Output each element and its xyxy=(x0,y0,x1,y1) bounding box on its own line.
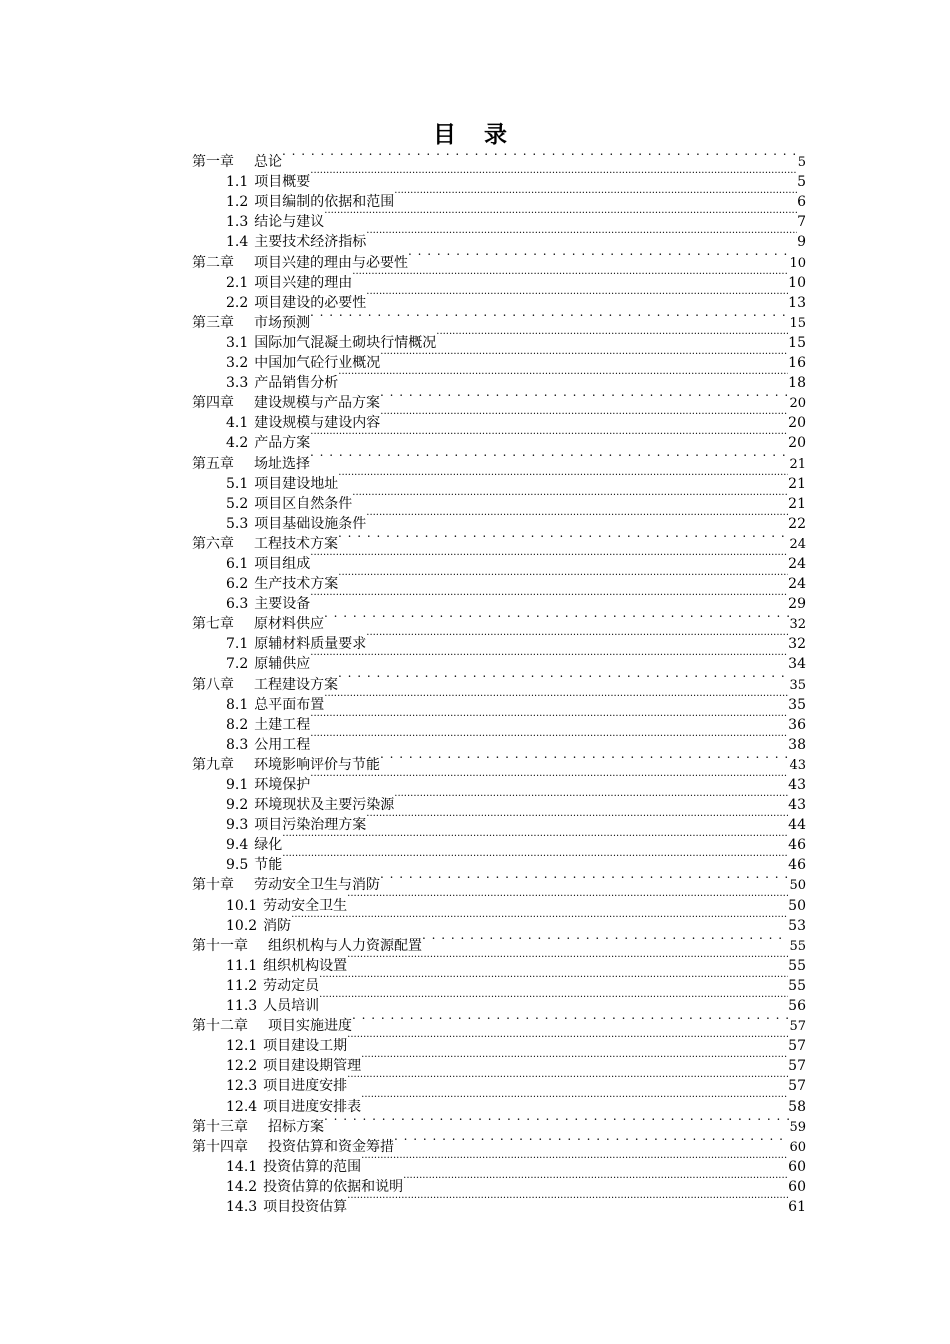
toc-dot-leader xyxy=(347,1191,788,1211)
toc-entry-number: 9.2 xyxy=(226,797,249,814)
toc-entry-title: 项目兴建的理由 xyxy=(254,274,353,291)
toc-page-number: 22 xyxy=(788,515,806,532)
toc-page-number: 50 xyxy=(789,878,806,894)
toc-entry-number: 14.1 xyxy=(226,1158,258,1175)
toc-entry-title: 中国加气砼行业概况 xyxy=(254,355,381,372)
toc-dot-leader xyxy=(282,829,788,849)
toc-entry-number: 第十章 xyxy=(192,877,234,894)
toc-entry-title: 项目进度安排表 xyxy=(263,1098,362,1115)
toc-page-number: 35 xyxy=(789,677,806,693)
toc-entry-number: 3.3 xyxy=(226,375,249,392)
toc-page-number: 16 xyxy=(788,355,806,372)
toc-entry-title: 绿化 xyxy=(254,837,283,854)
toc-entry-title: 产品销售分析 xyxy=(254,375,339,392)
toc-entry-title: 公用工程 xyxy=(254,736,311,753)
toc-entry-number: 2.1 xyxy=(226,274,249,291)
toc-page-number: 5 xyxy=(797,155,806,171)
toc-dot-leader xyxy=(338,528,789,548)
toc-entry-title: 项目实施进度 xyxy=(268,1018,352,1035)
toc-page-number: 10 xyxy=(789,255,806,271)
toc-page-number: 32 xyxy=(788,636,806,653)
toc-entry-number: 12.3 xyxy=(226,1078,258,1095)
toc-page-number: 59 xyxy=(789,1119,806,1135)
toc-entry-number: 5.2 xyxy=(226,495,249,512)
toc-entry-title: 建设规模与产品方案 xyxy=(254,395,380,412)
toc-dot-leader xyxy=(352,488,788,508)
toc-entry-title: 结论与建议 xyxy=(254,214,325,231)
toc-entry-number: 7.2 xyxy=(226,656,249,673)
toc-entry-title: 劳动定员 xyxy=(263,977,320,994)
toc-entry-number: 12.4 xyxy=(226,1098,258,1115)
toc-page-number: 13 xyxy=(788,294,806,311)
toc-entry-title: 项目组成 xyxy=(254,555,311,572)
toc-entry-number: 9.1 xyxy=(226,777,249,793)
toc-dot-leader xyxy=(366,287,788,307)
toc-entry-title: 原辅材料质量要求 xyxy=(254,636,367,653)
toc-entry-number: 第九章 xyxy=(192,756,234,773)
toc-page-number: 36 xyxy=(788,716,806,733)
toc-dot-leader xyxy=(282,849,788,869)
toc-entry-number: 12.2 xyxy=(226,1058,258,1075)
toc-entry-number: 10.1 xyxy=(226,897,258,914)
toc-entry-number: 第十四章 xyxy=(192,1138,248,1155)
toc-entry-number: 6.2 xyxy=(226,576,249,593)
toc-page-number: 57 xyxy=(788,1078,806,1095)
toc-entry-title: 项目建设工期 xyxy=(263,1038,348,1055)
toc-page-number: 57 xyxy=(788,1058,806,1075)
toc-entry-title: 国际加气混凝土砌块行情概况 xyxy=(254,334,437,351)
toc-entry-title: 项目编制的依据和范围 xyxy=(254,194,395,211)
toc-entry-number: 2.2 xyxy=(226,294,249,311)
toc-chapter-entry[interactable] xyxy=(192,869,806,894)
toc-page-number: 6 xyxy=(797,194,806,211)
toc-page-number: 44 xyxy=(788,817,806,834)
toc-dot-leader xyxy=(310,588,788,608)
toc-page-number: 55 xyxy=(789,938,806,954)
toc-entry-number: 第七章 xyxy=(192,616,234,633)
toc-page-number: 56 xyxy=(788,998,806,1015)
toc-dot-leader xyxy=(310,548,788,568)
toc-entry-title: 消防 xyxy=(263,917,292,934)
toc-page-number: 53 xyxy=(788,917,806,934)
toc-dot-leader xyxy=(347,1030,788,1050)
toc-page-number: 46 xyxy=(788,837,806,854)
toc-page-number: 60 xyxy=(789,1139,806,1155)
toc-entry-title: 投资估算和资金筹措 xyxy=(268,1138,394,1155)
toc-page-number: 58 xyxy=(788,1098,806,1115)
toc-dot-leader xyxy=(324,689,788,709)
toc-dot-leader xyxy=(310,427,788,447)
toc-dot-leader xyxy=(310,769,788,789)
toc-entry-number: 第一章 xyxy=(192,154,234,171)
toc-dot-leader xyxy=(366,226,797,246)
toc-dot-leader xyxy=(324,608,789,628)
toc-dot-leader xyxy=(338,468,788,488)
toc-page-number: 32 xyxy=(789,617,806,633)
toc-dot-leader xyxy=(310,447,789,467)
toc-dot-leader xyxy=(352,1010,789,1030)
toc-section-entry[interactable] xyxy=(192,829,806,854)
table-of-contents xyxy=(192,146,806,1215)
toc-entry-number: 第二章 xyxy=(192,254,234,271)
toc-entry-title: 总论 xyxy=(254,154,282,171)
toc-entry-number: 3.2 xyxy=(226,355,249,372)
toc-page-number: 20 xyxy=(788,415,806,432)
toc-entry-number: 1.3 xyxy=(226,214,249,231)
toc-page-number: 15 xyxy=(789,315,806,331)
toc-entry-number: 11.1 xyxy=(226,957,258,974)
toc-dot-leader xyxy=(380,749,789,769)
toc-entry-number: 4.2 xyxy=(226,435,249,452)
toc-entry-title: 主要技术经济指标 xyxy=(254,234,367,251)
toc-entry-title: 总平面布置 xyxy=(254,696,325,713)
toc-entry-title: 土建工程 xyxy=(254,716,311,733)
toc-page-number: 60 xyxy=(788,1178,806,1195)
toc-dot-leader xyxy=(380,407,788,427)
toc-page-number: 57 xyxy=(789,1019,806,1035)
toc-entry-number: 1.1 xyxy=(226,174,249,191)
toc-section-entry[interactable] xyxy=(192,849,806,874)
toc-page-number: 35 xyxy=(788,696,806,713)
toc-entry-number: 11.3 xyxy=(226,998,258,1015)
toc-entry-number: 4.1 xyxy=(226,415,249,432)
toc-dot-leader xyxy=(347,950,788,970)
toc-dot-leader xyxy=(319,970,788,990)
toc-dot-leader xyxy=(352,267,788,287)
toc-entry-title: 建设规模与建设内容 xyxy=(254,415,381,432)
toc-entry-number: 第十一章 xyxy=(192,937,248,954)
toc-dot-leader xyxy=(394,1131,789,1151)
toc-entry-number: 6.3 xyxy=(226,596,249,613)
toc-entry-title: 环境现状及主要污染源 xyxy=(254,797,395,814)
toc-page-number: 43 xyxy=(788,797,806,814)
toc-page-number: 55 xyxy=(788,957,806,974)
toc-dot-leader xyxy=(380,387,789,407)
toc-dot-leader xyxy=(361,1090,788,1110)
toc-dot-leader xyxy=(403,1171,788,1191)
toc-section-entry[interactable] xyxy=(192,166,806,191)
toc-entry-number: 8.3 xyxy=(226,736,249,753)
toc-dot-leader xyxy=(361,1151,788,1171)
toc-dot-leader xyxy=(347,1070,788,1090)
toc-dot-leader xyxy=(394,186,797,206)
toc-entry-title: 劳动安全卫生与消防 xyxy=(254,877,380,894)
toc-entry-number: 5.1 xyxy=(226,475,249,492)
toc-entry-number: 第十二章 xyxy=(192,1018,248,1035)
toc-dot-leader xyxy=(347,889,788,909)
toc-page-number: 18 xyxy=(788,375,806,392)
toc-entry-number: 6.1 xyxy=(226,555,249,572)
toc-title: 目 录 xyxy=(432,122,517,148)
toc-dot-leader xyxy=(380,347,788,367)
toc-entry-number: 第十三章 xyxy=(192,1118,248,1135)
toc-page-number: 20 xyxy=(788,435,806,452)
toc-dot-leader xyxy=(282,146,798,166)
toc-entry-title: 工程技术方案 xyxy=(254,535,338,552)
toc-entry-number: 11.2 xyxy=(226,977,258,994)
toc-entry-title: 投资估算的依据和说明 xyxy=(263,1178,404,1195)
toc-entry-title: 组织机构设置 xyxy=(263,957,348,974)
toc-dot-leader xyxy=(361,1050,788,1070)
toc-entry-number: 第四章 xyxy=(192,395,234,412)
toc-page-number: 21 xyxy=(788,495,806,512)
toc-entry-number: 8.2 xyxy=(226,716,249,733)
toc-entry-number: 14.3 xyxy=(226,1198,258,1215)
toc-dot-leader xyxy=(319,990,788,1010)
toc-dot-leader xyxy=(394,789,788,809)
toc-entry-title: 劳动安全卫生 xyxy=(263,897,348,914)
toc-chapter-entry[interactable] xyxy=(192,146,806,171)
toc-entry-number: 7.1 xyxy=(226,636,249,653)
toc-entry-number: 第六章 xyxy=(192,535,234,552)
toc-dot-leader xyxy=(366,508,788,528)
toc-page-number: 43 xyxy=(788,777,806,793)
toc-page-number: 46 xyxy=(788,857,806,874)
toc-page-number: 24 xyxy=(788,576,806,593)
toc-page-number: 5 xyxy=(797,174,806,191)
toc-entry-title: 环境影响评价与节能 xyxy=(254,756,380,773)
toc-page-number: 55 xyxy=(788,977,806,994)
toc-entry-title: 项目进度安排 xyxy=(263,1078,348,1095)
toc-page-number: 24 xyxy=(788,555,806,572)
toc-page-number: 29 xyxy=(788,596,806,613)
toc-entry-title: 项目兴建的理由与必要性 xyxy=(254,254,408,271)
toc-dot-leader xyxy=(338,367,788,387)
toc-entry-title: 项目投资估算 xyxy=(263,1198,348,1215)
toc-page-number: 34 xyxy=(788,656,806,673)
toc-dot-leader xyxy=(291,910,788,930)
toc-page-number: 20 xyxy=(789,396,806,412)
toc-entry-title: 项目概要 xyxy=(254,174,311,191)
toc-dot-leader xyxy=(366,809,788,829)
toc-entry-title: 主要设备 xyxy=(254,596,311,613)
toc-page-number: 10 xyxy=(788,274,806,291)
toc-entry-number: 9.4 xyxy=(226,837,249,854)
toc-dot-leader xyxy=(310,709,788,729)
toc-entry-number: 9.3 xyxy=(226,817,249,834)
toc-entry-number: 14.2 xyxy=(226,1178,258,1195)
toc-page-number: 15 xyxy=(788,334,806,351)
toc-entry-number: 1.2 xyxy=(226,194,249,211)
toc-entry-title: 项目污染治理方案 xyxy=(254,817,367,834)
toc-dot-leader xyxy=(310,166,797,186)
toc-entry-title: 项目基础设施条件 xyxy=(254,515,367,532)
toc-dot-leader xyxy=(310,307,789,327)
toc-entry-title: 项目建设地址 xyxy=(254,475,339,492)
toc-entry-title: 项目区自然条件 xyxy=(254,495,353,512)
toc-entry-number: 1.4 xyxy=(226,234,249,251)
toc-entry-title: 场址选择 xyxy=(254,455,310,472)
toc-entry-title: 市场预测 xyxy=(254,314,310,331)
toc-entry-title: 节能 xyxy=(254,857,283,874)
toc-page-number: 9 xyxy=(797,234,806,251)
toc-page-number: 50 xyxy=(788,897,806,914)
toc-page-number: 43 xyxy=(789,757,806,773)
toc-page-number: 60 xyxy=(788,1158,806,1175)
toc-entry-title: 环境保护 xyxy=(254,777,311,793)
toc-dot-leader xyxy=(324,206,797,226)
toc-entry-number: 第三章 xyxy=(192,314,234,331)
toc-entry-number: 8.1 xyxy=(226,696,249,713)
toc-dot-leader xyxy=(310,648,788,668)
toc-dot-leader xyxy=(422,930,789,950)
toc-dot-leader xyxy=(338,668,789,688)
toc-entry-title: 原材料供应 xyxy=(254,616,324,633)
toc-page-number: 38 xyxy=(788,736,806,753)
toc-dot-leader xyxy=(338,568,788,588)
toc-entry-title: 项目建设的必要性 xyxy=(254,294,367,311)
toc-entry-number: 第五章 xyxy=(192,455,234,472)
toc-dot-leader xyxy=(380,869,789,889)
toc-dot-leader xyxy=(408,246,789,266)
toc-entry-title: 组织机构与人力资源配置 xyxy=(268,937,422,954)
toc-entry-number: 3.1 xyxy=(226,334,249,351)
toc-page-number: 21 xyxy=(789,456,806,472)
toc-entry-number: 第八章 xyxy=(192,676,234,693)
toc-page-number: 24 xyxy=(789,536,806,552)
toc-dot-leader xyxy=(366,628,788,648)
toc-entry-number: 5.3 xyxy=(226,515,249,532)
toc-dot-leader xyxy=(310,729,788,749)
toc-entry-title: 项目建设期管理 xyxy=(263,1058,362,1075)
toc-entry-title: 工程建设方案 xyxy=(254,676,338,693)
toc-entry-title: 招标方案 xyxy=(268,1118,324,1135)
toc-page-number: 61 xyxy=(788,1198,806,1215)
toc-page-number: 57 xyxy=(788,1038,806,1055)
toc-page-number: 21 xyxy=(788,475,806,492)
toc-entry-title: 产品方案 xyxy=(254,435,311,452)
toc-dot-leader xyxy=(436,327,788,347)
toc-entry-title: 生产技术方案 xyxy=(254,576,339,593)
toc-entry-number: 10.2 xyxy=(226,917,258,934)
toc-entry-title: 原辅供应 xyxy=(254,656,311,673)
toc-entry-title: 投资估算的范围 xyxy=(263,1158,362,1175)
toc-entry-number: 12.1 xyxy=(226,1038,258,1055)
toc-dot-leader xyxy=(324,1111,789,1131)
toc-entry-title: 人员培训 xyxy=(263,998,320,1015)
toc-page-number: 7 xyxy=(797,214,806,231)
toc-entry-number: 9.5 xyxy=(226,857,249,874)
